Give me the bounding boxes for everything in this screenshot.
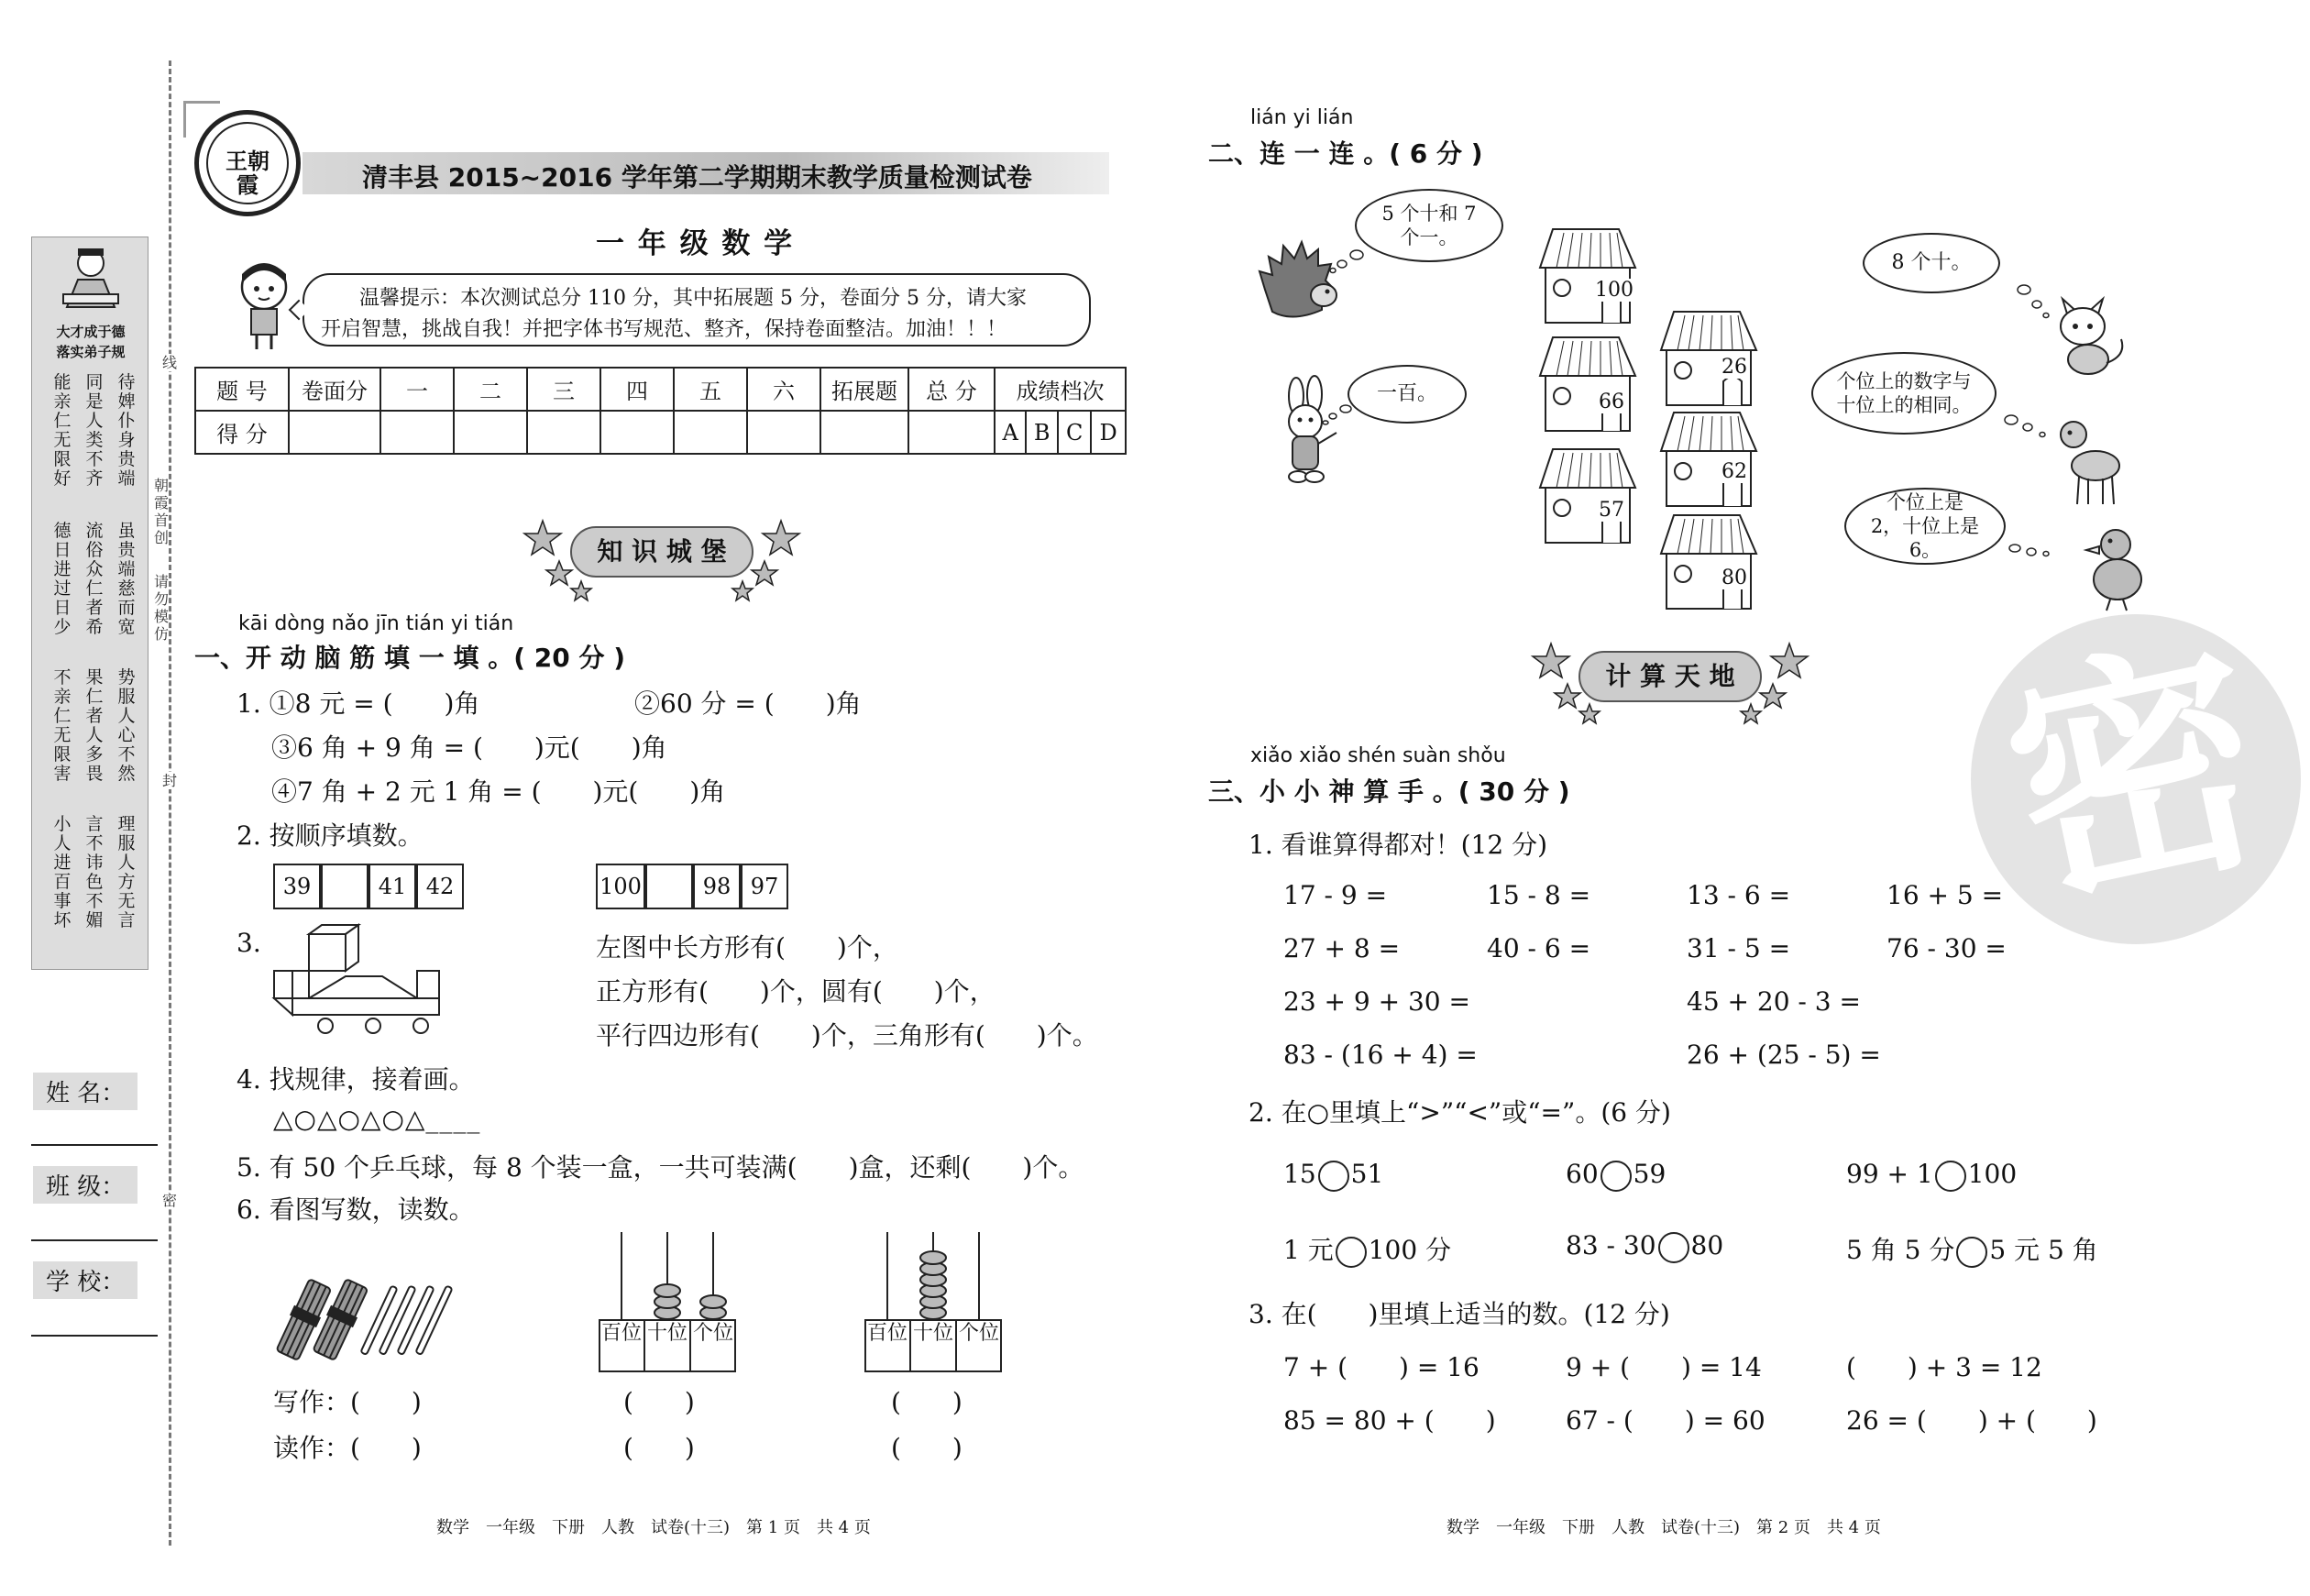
score-input-cell[interactable]	[908, 411, 995, 454]
abacus-label: 个位	[958, 1322, 999, 1345]
fill-item[interactable]: ( ) + 3 = 12	[1846, 1352, 2042, 1382]
grade-cell[interactable]: D	[1091, 411, 1126, 454]
part3-prompt: 3. 在( )里填上适当的数。(12 分)	[1248, 1299, 1670, 1329]
q6-prompt: 6. 看图写数，读数。	[236, 1194, 475, 1225]
compare-right: 51	[1350, 1159, 1384, 1189]
thought-bubble: 5 个十和 7 个一。	[1355, 189, 1503, 262]
score-header-cell: 三	[527, 368, 600, 411]
watermark-text: 密	[1985, 608, 2287, 942]
q4-pattern: △○△○△○△____	[273, 1104, 481, 1134]
thought-bubble: 8 个十。	[1863, 233, 2000, 293]
thought-bubble: 个位上是 2，十位上是 6。	[1844, 488, 2006, 565]
score-row-label: 得 分	[195, 411, 289, 454]
motto-column: 言不讳色不媚	[85, 814, 104, 930]
class-field-label: 班 级：	[33, 1166, 138, 1204]
motto-line-1: 大才成于德	[56, 324, 126, 340]
seq-blank[interactable]	[321, 864, 368, 909]
calc-item: 31 - 5 =	[1687, 933, 1791, 963]
calc-item: 17 - 9 =	[1283, 880, 1388, 910]
calc-item: 16 + 5 =	[1886, 880, 2004, 910]
sidebar-motto-panel	[31, 237, 148, 970]
part2-prompt: 2. 在○里填上“>”“<”或“=”。(6 分)	[1248, 1097, 1671, 1128]
compare-circle[interactable]	[1318, 1161, 1349, 1192]
seq-cell: 98	[693, 864, 741, 909]
grade-cell[interactable]: A	[995, 411, 1026, 454]
counting-sticks-figure	[275, 1274, 468, 1366]
house-number: 26	[1722, 356, 1747, 379]
bubble-trail	[2004, 413, 2050, 440]
bubble-trail	[2008, 537, 2053, 565]
section1-pinyin: kāi dòng nǎo jīn tián yi tián	[238, 612, 514, 635]
q3-number: 3.	[236, 928, 261, 958]
calc-item: 76 - 30 =	[1886, 933, 2007, 963]
exam-subtitle: 一 年 级 数 学	[596, 227, 795, 260]
deer-icon	[2046, 416, 2128, 508]
motto-column: 小人进百事坏	[53, 814, 72, 930]
section2-pinyin: lián yi lián	[1250, 106, 1354, 129]
score-header-cell: 成绩档次	[995, 368, 1126, 411]
q4-prompt: 4. 找规律，接着画。	[236, 1064, 475, 1095]
fill-item[interactable]: 7 + ( ) = 16	[1283, 1352, 1480, 1382]
seq-cell: 97	[741, 864, 788, 909]
compare-left: 1 元	[1283, 1235, 1334, 1265]
page1-footer: 数学 一年级 下册 人教 试卷(十三) 第 1 页 共 4 页	[436, 1518, 871, 1537]
house-number: 66	[1599, 391, 1624, 413]
motto-column: 果仁者人多畏	[85, 667, 104, 784]
compare-right: 100 分	[1368, 1235, 1452, 1265]
vertical-note-original: 朝霞首创	[153, 477, 169, 546]
house-icon	[1536, 227, 1639, 326]
class-field-line[interactable]	[31, 1239, 158, 1241]
q2-prompt: 2. 按顺序填数。	[236, 820, 424, 851]
motto-column: 待婢仆身贵端	[117, 372, 136, 489]
fill-item[interactable]: 9 + ( ) = 14	[1566, 1352, 1762, 1382]
calc-item: 45 + 20 - 3 =	[1687, 986, 1861, 1017]
compare-left: 60	[1566, 1159, 1599, 1189]
compare-circle[interactable]	[1600, 1161, 1632, 1192]
score-table	[194, 367, 1127, 455]
q5-prompt: 5. 有 50 个乒乓球，每 8 个装一盒，一共可装满( )盒，还剩( )个。	[236, 1152, 1084, 1183]
section1-title: 一、开 动 脑 筋 填 一 填 。( 20 分 )	[194, 643, 626, 673]
motto-column: 同是人类不齐	[85, 372, 104, 489]
seq-cell: 41	[368, 864, 416, 909]
shape-truck-figure	[270, 921, 445, 1040]
score-header-cell: 卷面分	[289, 368, 380, 411]
score-header-cell: 题 号	[195, 368, 289, 411]
compare-left: 5 角 5 分	[1846, 1235, 1955, 1265]
section2-title: 二、连 一 连 。( 6 分 )	[1208, 138, 1483, 169]
q1-item-d: ④7 角 + 2 元 1 角 = ( )元( )角	[271, 776, 726, 807]
house-number: 62	[1722, 460, 1747, 483]
calc-item: 83 - (16 + 4) =	[1283, 1040, 1478, 1070]
rabbit-icon	[1272, 378, 1349, 488]
part1-prompt: 1. 看谁算得都对！(12 分)	[1248, 830, 1547, 860]
score-header-cell: 二	[454, 368, 527, 411]
vertical-note-no-copy: 请勿模仿	[153, 573, 169, 643]
fill-item[interactable]: 85 = 80 + ( )	[1283, 1405, 1496, 1436]
score-input-cell[interactable]	[600, 411, 674, 454]
fold-mark-3: 密	[160, 1192, 180, 1209]
answer-paren[interactable]: ( )	[891, 1387, 962, 1417]
answer-paren[interactable]: ( )	[891, 1433, 962, 1463]
score-input-cell[interactable]	[747, 411, 820, 454]
calc-item: 15 - 8 =	[1487, 880, 1591, 910]
school-field-label: 学 校：	[33, 1261, 138, 1299]
answer-paren[interactable]: ( )	[623, 1387, 695, 1417]
compare-circle[interactable]	[1935, 1161, 1966, 1192]
thought-bubble: 一百。	[1348, 365, 1467, 424]
compare-left: 15	[1283, 1159, 1316, 1189]
name-field-label: 姓 名：	[33, 1073, 138, 1110]
score-input-cell[interactable]	[454, 411, 527, 454]
compare-item	[1566, 1230, 1723, 1263]
grade-cell[interactable]: B	[1026, 411, 1058, 454]
logo-text: 王朝霞	[226, 148, 270, 198]
score-header-cell: 一	[380, 368, 454, 411]
compare-right: 5 元 5 角	[1989, 1235, 2098, 1265]
girl-icon	[231, 261, 297, 351]
fill-item[interactable]: 26 = ( ) + ( )	[1846, 1405, 2097, 1436]
reminder-line-2: 开启智慧，挑战自我！并把字体书写规范、整齐，保持卷面整洁。加油！！！	[321, 318, 1007, 341]
house-icon	[1536, 336, 1639, 435]
abacus-label: 百位	[866, 1322, 908, 1345]
score-header-cell: 总 分	[908, 368, 995, 411]
compare-item	[1846, 1230, 2098, 1268]
compare-circle[interactable]	[1658, 1232, 1689, 1263]
fold-mark-2: 封	[160, 772, 180, 789]
page2-footer: 数学 一年级 下册 人教 试卷(十三) 第 2 页 共 4 页	[1446, 1518, 1881, 1537]
score-input-cell[interactable]	[527, 411, 600, 454]
compare-item	[1283, 1159, 1383, 1192]
scholar-icon	[54, 243, 127, 316]
abacus-label: 十位	[646, 1322, 688, 1345]
house-number: 100	[1595, 279, 1634, 302]
confidential-watermark	[1971, 608, 2301, 944]
school-field-line[interactable]	[31, 1335, 158, 1337]
house-number: 80	[1722, 567, 1747, 589]
grade-cell[interactable]: C	[1058, 411, 1091, 454]
house-icon	[1536, 447, 1639, 546]
q3-line-3: 平行四边形有( )个，三角形有( )个。	[596, 1020, 1098, 1051]
calc-item: 26 + (25 - 5) =	[1687, 1040, 1881, 1070]
name-field-line[interactable]	[31, 1144, 158, 1146]
compare-left: 83 - 30	[1566, 1230, 1656, 1260]
seq-cell: 39	[273, 864, 321, 909]
score-input-cell[interactable]	[820, 411, 908, 454]
abacus-label: 百位	[600, 1322, 642, 1345]
abacus-label: 十位	[912, 1322, 953, 1345]
score-header-cell: 五	[674, 368, 747, 411]
section-banner-knowledge: 知 识 城 堡	[570, 526, 754, 578]
compare-right: 100	[1967, 1159, 2018, 1189]
q3-line-1: 左图中长方形有( )个，	[596, 932, 898, 963]
q1-item-a: 1. ①8 元 = ( )角	[236, 688, 480, 719]
compare-item	[1846, 1159, 2017, 1192]
compare-circle[interactable]	[1956, 1237, 1987, 1268]
house-number: 57	[1599, 499, 1624, 522]
score-input-cell[interactable]	[674, 411, 747, 454]
fold-mark-1: 线	[160, 354, 180, 371]
logo-seal	[194, 110, 301, 216]
motto-column: 势服人心不然	[117, 667, 136, 784]
q3-line-2: 正方形有( )个，圆有( )个，	[596, 976, 996, 1007]
cat-icon	[2050, 290, 2132, 381]
seq-blank[interactable]	[645, 864, 693, 909]
exam-title: 清丰县 2015~2016 学年第二学期期末教学质量检测试卷	[362, 162, 1032, 193]
seq-cell: 42	[416, 864, 464, 909]
motto-column: 虽贵端慈而宽	[117, 521, 136, 637]
calc-item: 23 + 9 + 30 =	[1283, 986, 1470, 1017]
reminder-line-1: 温馨提示：本次测试总分 110 分，其中拓展题 5 分，卷面分 5 分，请大家	[359, 287, 1027, 310]
house-icon	[1657, 513, 1760, 612]
motto-column: 能亲仁无限好	[53, 372, 72, 489]
calc-item: 40 - 6 =	[1487, 933, 1591, 963]
answer-paren[interactable]: ( )	[623, 1433, 695, 1463]
abacus-label: 个位	[692, 1322, 733, 1345]
sequence-boxes-2	[596, 864, 788, 909]
section3-title: 三、小 小 神 算 手 。( 30 分 )	[1208, 776, 1570, 807]
compare-left: 99 + 1	[1846, 1159, 1933, 1189]
score-input-cell[interactable]	[289, 411, 380, 454]
motto-column: 不亲仁无限害	[53, 667, 72, 784]
compare-right: 80	[1690, 1230, 1724, 1260]
hedgehog-icon	[1256, 235, 1338, 326]
compare-item	[1283, 1230, 1451, 1268]
score-header-cell: 六	[747, 368, 820, 411]
abacus-figure-1	[598, 1228, 737, 1375]
compare-circle[interactable]	[1336, 1237, 1367, 1268]
calc-item: 13 - 6 =	[1687, 880, 1791, 910]
bubble-trail	[2017, 284, 2053, 321]
sequence-boxes-1	[273, 864, 464, 909]
seq-cell: 100	[596, 864, 645, 909]
motto-line-2: 落实弟子规	[56, 344, 126, 360]
reminder-box	[302, 273, 1091, 347]
motto-column: 德日进过日少	[53, 521, 72, 637]
fill-item[interactable]: 67 - ( ) = 60	[1566, 1405, 1766, 1436]
binding-dashed-line	[169, 61, 171, 1546]
duck-icon	[2079, 523, 2149, 614]
motto-column: 理服人方无言	[117, 814, 136, 930]
compare-right: 59	[1633, 1159, 1666, 1189]
q1-item-c: ③6 角 + 9 角 = ( )元( )角	[271, 732, 667, 763]
score-header-cell: 四	[600, 368, 674, 411]
score-input-cell[interactable]	[380, 411, 454, 454]
motto-column: 流俗众仁者希	[85, 521, 104, 637]
q1-item-b: ②60 分 = ( )角	[634, 688, 862, 719]
abacus-figure-2	[864, 1228, 1003, 1375]
score-header-cell: 拓展题	[820, 368, 908, 411]
write-label: 写作：( )	[273, 1387, 422, 1417]
calc-item: 27 + 8 =	[1283, 933, 1401, 963]
read-label: 读作：( )	[273, 1433, 422, 1463]
section3-pinyin: xiǎo xiǎo shén suàn shǒu	[1250, 744, 1506, 767]
thought-bubble: 个位上的数字与十位上的相同。	[1811, 352, 1996, 435]
section-banner-calculation: 计 算 天 地	[1578, 651, 1762, 702]
compare-item	[1566, 1159, 1666, 1192]
